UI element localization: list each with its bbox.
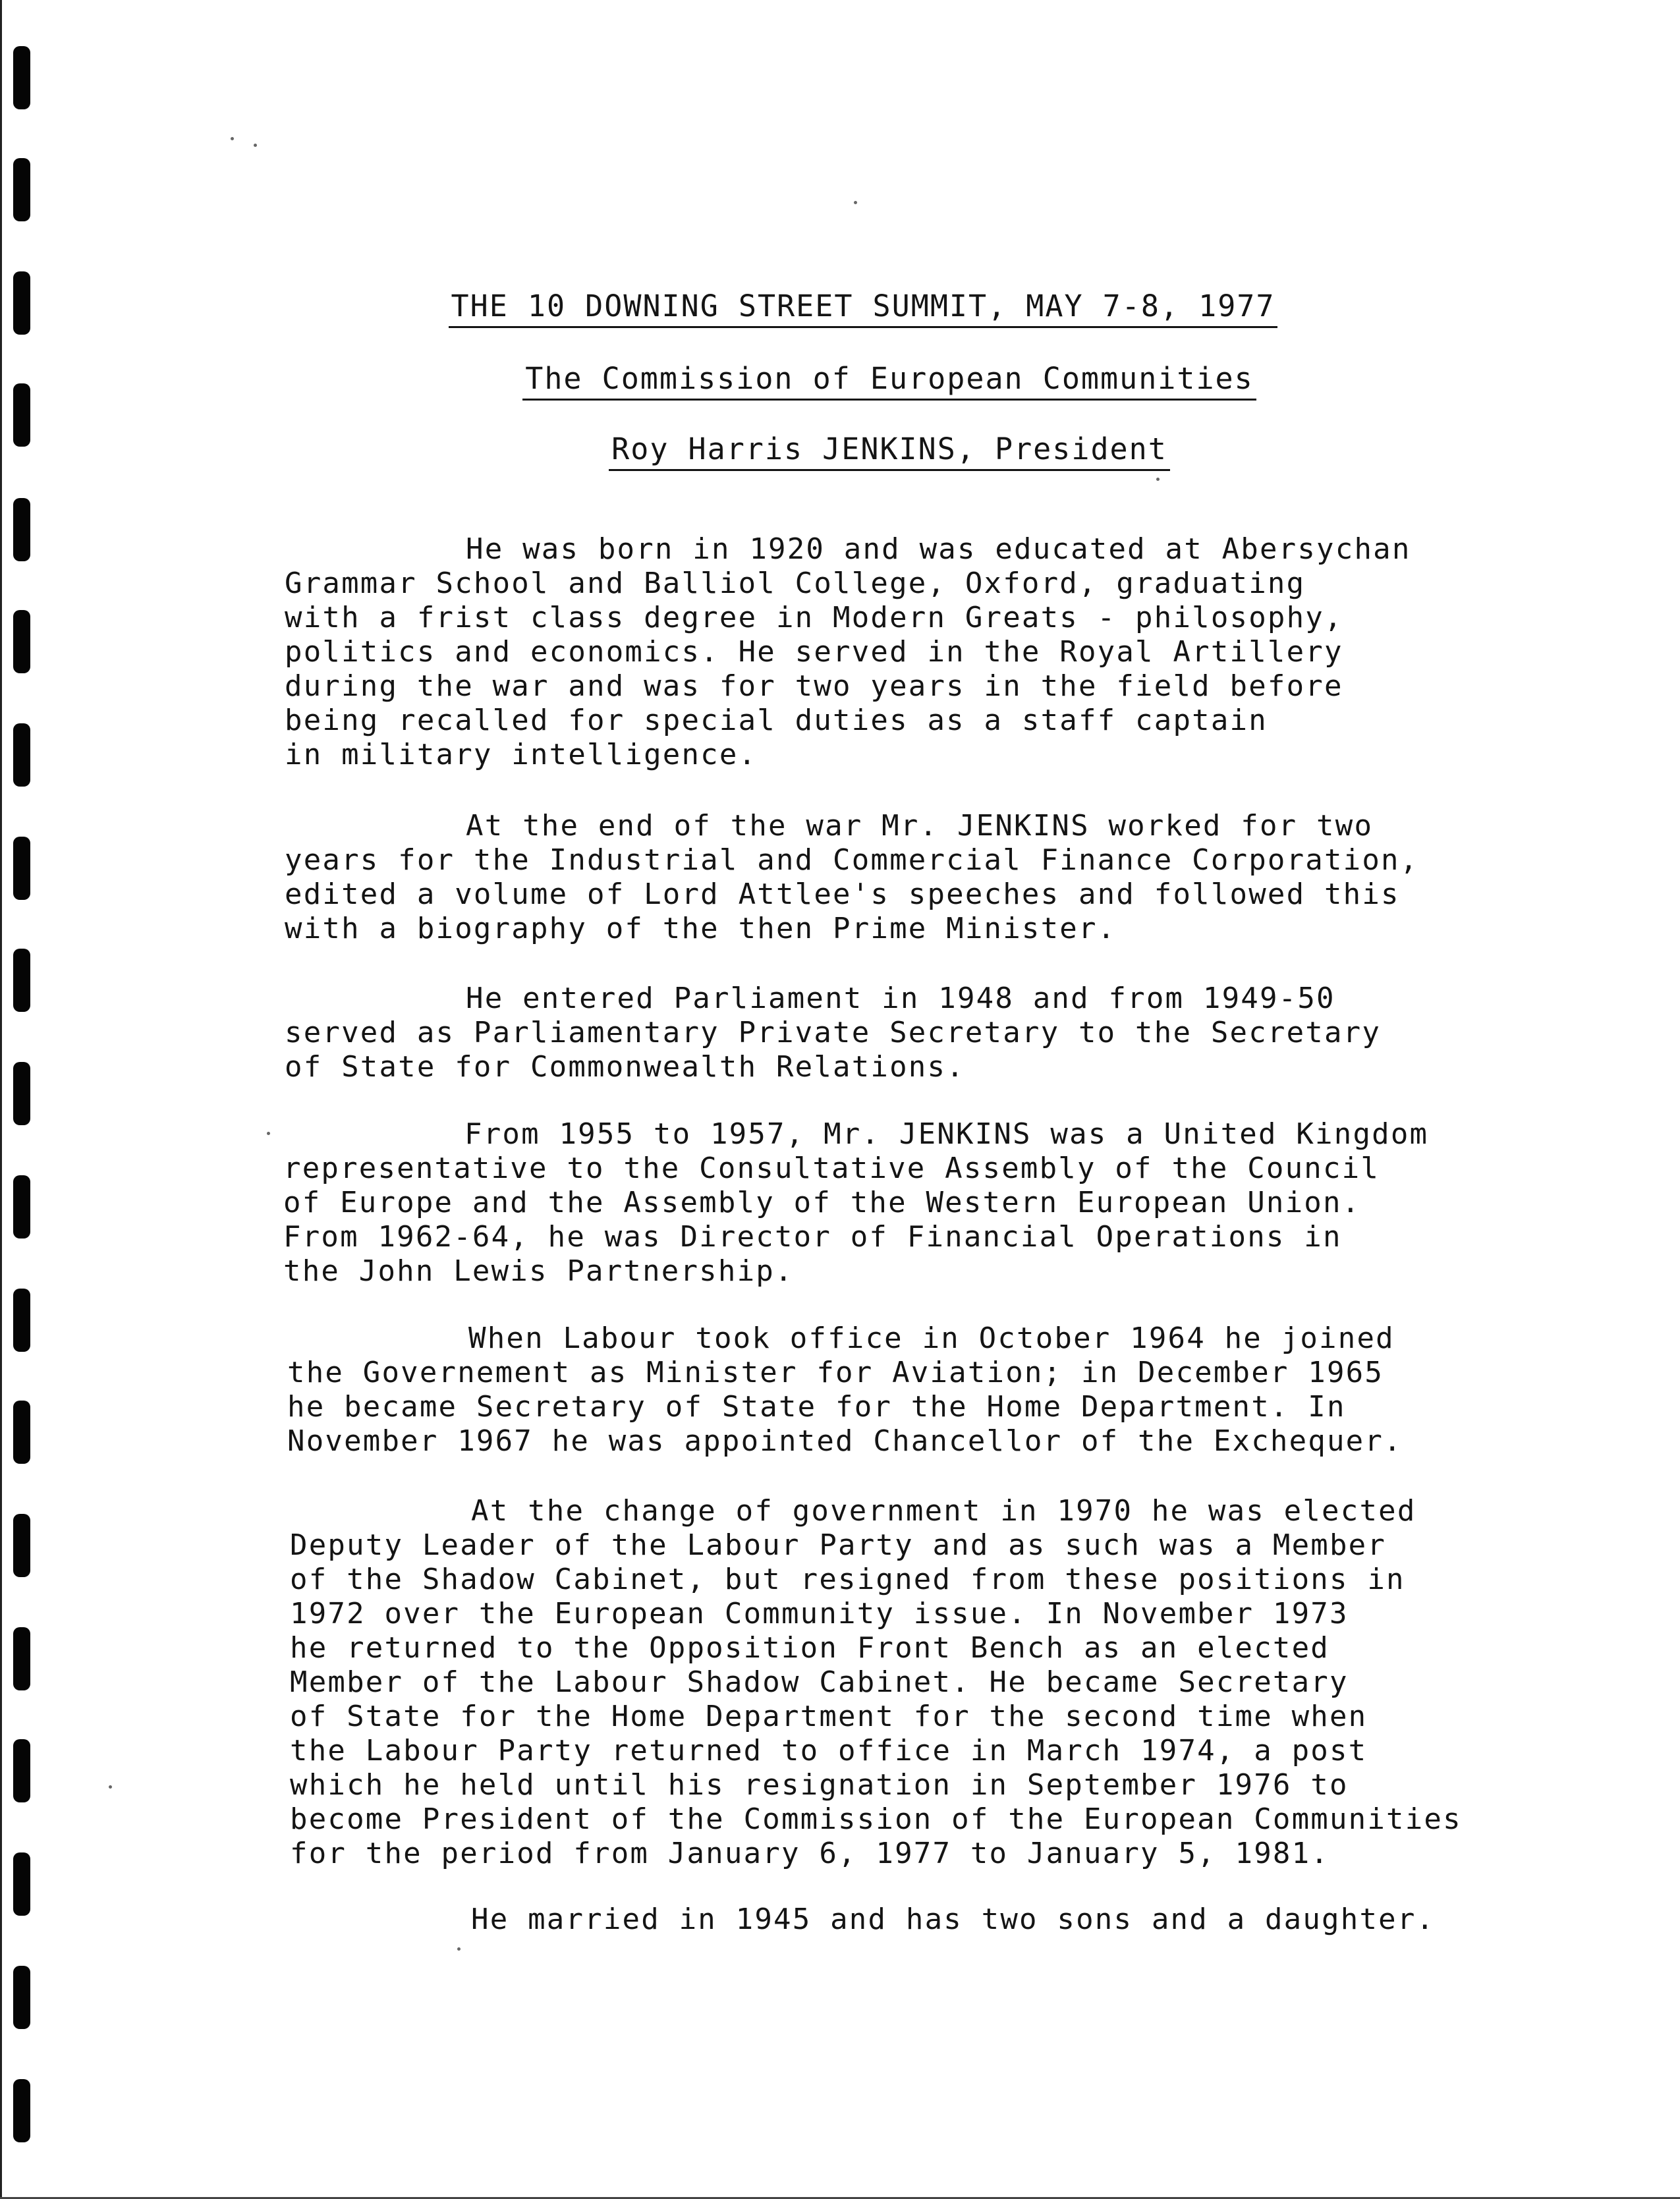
paragraph-later-career: At the change of government in 1970 he was elected Deputy Leader of the Labour Party and as such was a Member of the Shadow Cabinet, but resigned from these positions in 1972 over the European Community issue. In November 1973 he returned to the Opposition Front Bench as an elected Member of the Labour Shadow Cabinet. He became Secretary of State for the Home Department for the second time when the Labour Party returned to office in March 1974, a post which he held until his resignation in September 1976 to become President of the Commission of the European Communities for the period from January 6, 1977 to January 5, 1981. xyxy=(290,1494,1462,1870)
paragraph-government-offices: When Labour took office in October 1964 he joined the Governement as Minister for Aviation; in December 1965 he became Secretary of State for the Home Department. In November 1967 he was appointed Chancellor of the Exchequer. xyxy=(287,1322,1403,1458)
paragraph-postwar-career: At the end of the war Mr. JENKINS worked for two years for the Industrial and Commercial Finance Corporation, edited a volume of Lord Attlee's speeches and followed this with a biography of the then Prime Minister. xyxy=(285,809,1419,945)
document-title: THE 10 DOWNING STREET SUMMIT, MAY 7-8, 1977 xyxy=(23,289,1680,328)
paragraph-parliament-entry: He entered Parliament in 1948 and from 1949-50 served as Parliamentary Private Secretary to the Secretary of State for Commonwealth Relations. xyxy=(285,982,1382,1084)
document-subtitle: The Commission of European Communities xyxy=(49,361,1680,401)
paragraph-education: He was born in 1920 and was educated at Abersychan Grammar School and Balliol College, Oxford, graduating with a frist class degree in Modern Greats - philosophy, politics and economics. He served in the Royal Artillery during the war and was for two years in the field before being recalled for special duties as a staff captain in military intelligence. xyxy=(285,532,1411,771)
paragraph-family: He married in 1945 and has two sons and a daughter. xyxy=(471,1903,1436,1936)
document-person-heading: Roy Harris JENKINS, President xyxy=(49,431,1680,471)
paragraph-european-representative: From 1955 to 1957, Mr. JENKINS was a United Kingdom representative to the Consultative Assembly of the Council of Europe and the Assembly of the Western European Union. From 1962-64, he was Director of Financial Operations in the John Lewis Partnership. xyxy=(283,1117,1429,1288)
